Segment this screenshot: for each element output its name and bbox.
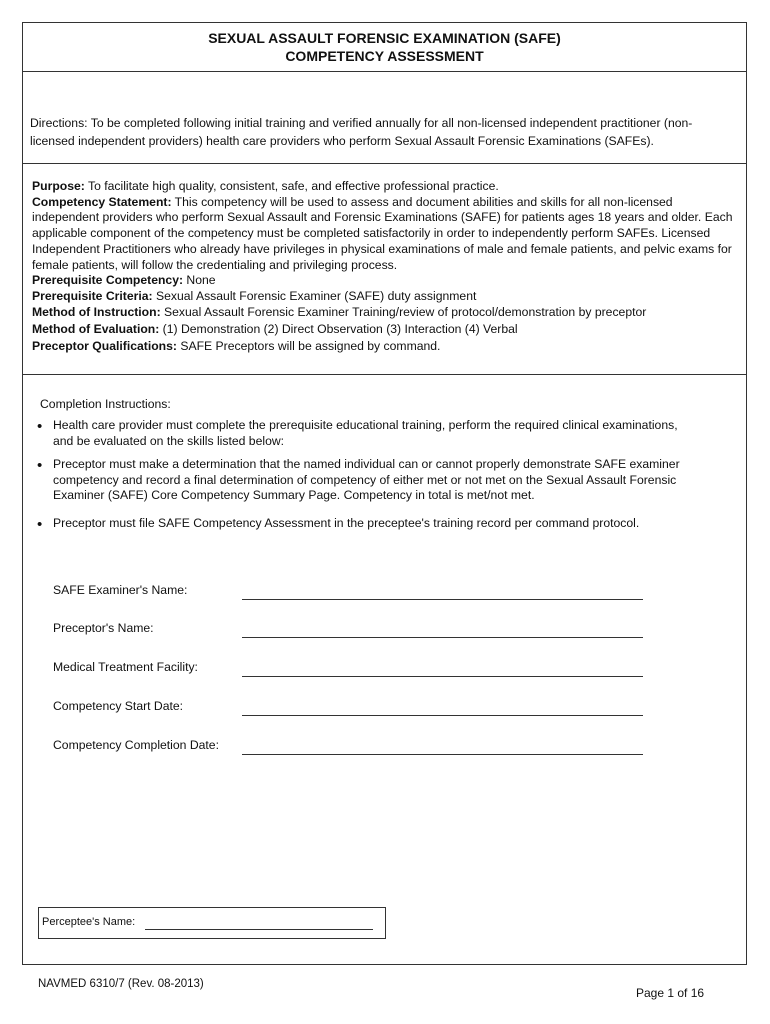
examiner-name-field: [53, 583, 187, 597]
competency-statement-label: Competency Statement:: [32, 194, 172, 209]
directions-text: Directions: To be completed following initial training and verified annually for all non-licensed independent practitioner (non-licensed independent providers) health care providers who perform Sexual Assault Forensic Examinations (SAFEs).: [30, 116, 693, 148]
start-date-input[interactable]: [242, 715, 643, 716]
start-date-label: Competency Start Date:: [53, 699, 184, 713]
completion-date-input[interactable]: [242, 754, 643, 755]
preceptor-qualifications-value: SAFE Preceptors will be assigned by command.: [176, 339, 441, 354]
examiner-name-label: SAFE Examiner's Name:: [53, 583, 188, 597]
purpose-label: Purpose:: [32, 179, 85, 193]
purpose-block: [32, 179, 734, 355]
bullet-icon: •: [37, 515, 43, 533]
preceptor-name-input[interactable]: [242, 637, 643, 638]
directions-section: [23, 71, 746, 164]
bullet-icon: •: [37, 457, 43, 474]
list-item-text: Preceptor must file SAFE Competency Assessment in the preceptee's training record per command protocol.: [53, 515, 640, 530]
method-of-evaluation-label: Method of Evaluation:: [32, 322, 160, 337]
perceptee-name-input[interactable]: [145, 929, 373, 930]
list-item: [37, 418, 696, 449]
prerequisite-competency-label: Prerequisite Competency:: [32, 273, 184, 288]
completion-instructions-list: [37, 418, 696, 541]
completion-date-label: Competency Completion Date:: [53, 738, 219, 752]
prerequisite-criteria-value: Sexual Assault Forensic Examiner (SAFE) duty assignment: [152, 288, 477, 303]
purpose-value: To facilitate high quality, consistent, safe, and effective professional practice.: [84, 179, 499, 193]
purpose-section: [23, 163, 746, 375]
title-line-1: SEXUAL ASSAULT FORENSIC EXAMINATION (SAFE): [208, 30, 561, 46]
list-item-text: Health care provider must complete the prerequisite educational training, perform the required clinical examinations, and be evaluated on the skills listed below:: [53, 418, 678, 448]
list-item: [37, 457, 696, 504]
prerequisite-criteria-label: Prerequisite Criteria:: [32, 288, 153, 303]
page-number: Page 1 of 16: [636, 986, 705, 1000]
perceptee-box: [38, 907, 386, 939]
title-section: [23, 23, 746, 72]
preceptor-qualifications-label: Preceptor Qualifications:: [32, 339, 177, 354]
list-item: [37, 516, 696, 533]
title-line-2: COMPETENCY ASSESSMENT: [285, 48, 484, 64]
bullet-icon: •: [37, 418, 43, 435]
method-of-instruction-value: Sexual Assault Forensic Examiner Training/review of protocol/demonstration by preceptor: [160, 304, 647, 319]
preceptor-name-field: [53, 621, 154, 635]
completion-instructions-heading: Completion Instructions:: [40, 397, 171, 411]
completion-date-field: [53, 738, 219, 752]
competency-statement-value: This competency will be used to assess and document abilities and skills for all non-licensed independent providers who perform Sexual Assault and Forensic Examinations (SAFE) for patients ages 18 years and older. Each applicable component of the competency must be completed satisfactorily in order to independently perform SAFEs. Licensed Independent Practitioners who already have privileges in physical examinations of male and female patients, and pelvic exams for female patients, will follow the credentialing and privileging process.: [32, 194, 733, 272]
facility-label: Medical Treatment Facility:: [53, 660, 198, 674]
form-frame: [22, 22, 747, 965]
prerequisite-competency-value: None: [183, 273, 216, 288]
form-number: NAVMED 6310/7 (Rev. 08-2013): [38, 978, 204, 990]
examiner-name-input[interactable]: [242, 599, 643, 600]
method-of-instruction-label: Method of Instruction:: [32, 304, 161, 319]
facility-input[interactable]: [242, 676, 643, 677]
list-item-text: Preceptor must make a determination that the named individual can or cannot properly demonstrate SAFE examiner competency and record a final determination of competency of either met or not met on the Sexual Assault Forensic Examiner (SAFE) Core Competency Summary Page. Competency in total is met/not met.: [53, 457, 680, 502]
preceptor-name-label: Preceptor's Name:: [53, 621, 154, 635]
start-date-field: [53, 699, 183, 713]
method-of-evaluation-value: (1) Demonstration (2) Direct Observation (3) Interaction (4) Verbal: [159, 322, 518, 337]
form-title: [23, 23, 746, 65]
perceptee-name-label: Perceptee's Name:: [42, 916, 136, 928]
facility-field: [53, 660, 198, 674]
